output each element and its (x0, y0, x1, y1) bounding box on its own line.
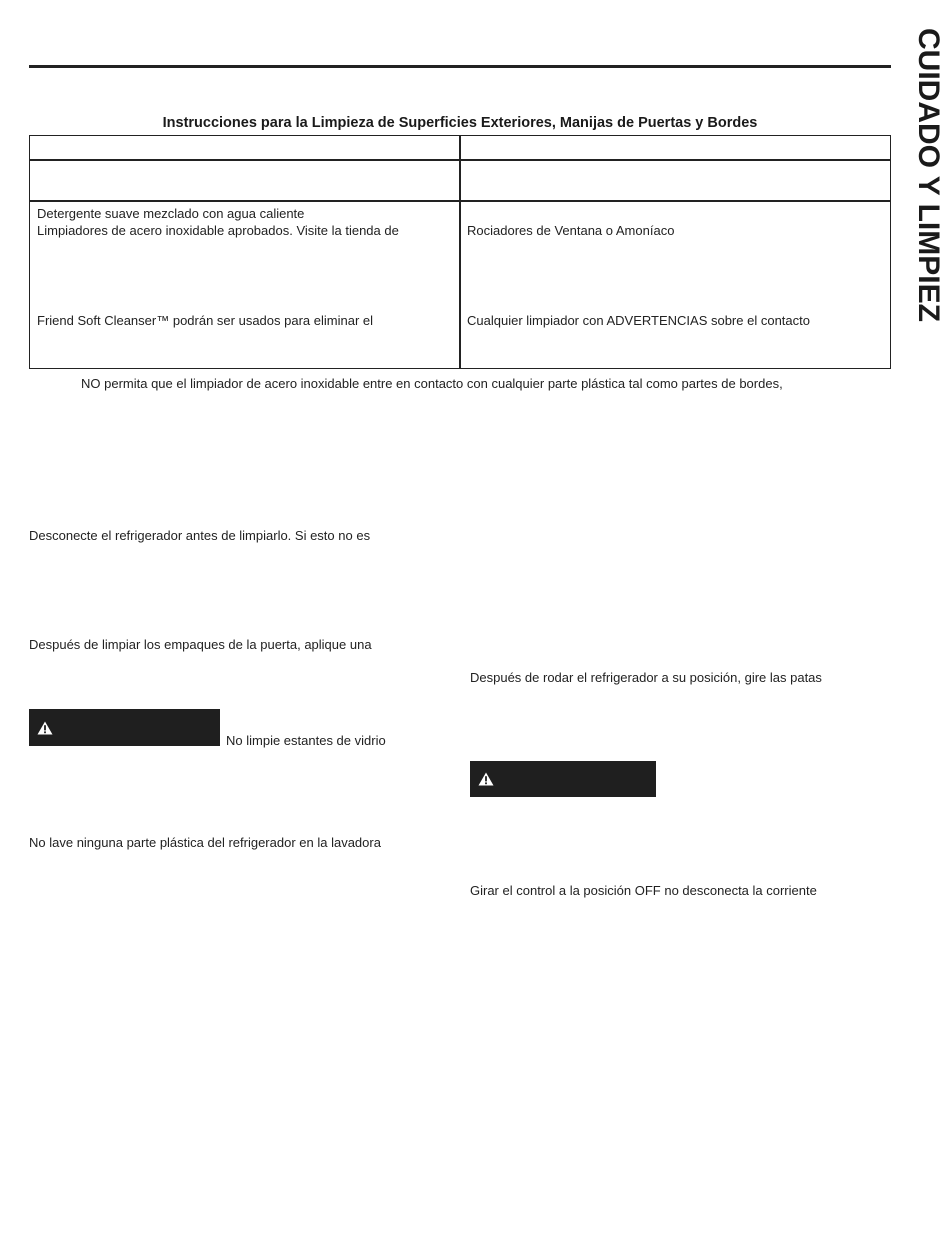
table-text-line: Cualquier limpiador con ADVERTENCIAS sobre el contacto (467, 313, 810, 328)
warning-triangle-icon (37, 721, 53, 735)
door-gasket-paragraph: Después de limpiar los empaques de la puerta, aplique una (29, 637, 372, 652)
unplug-paragraph: Desconecte el refrigerador antes de limpiarlo. Si esto no es (29, 528, 371, 543)
table-header-left (29, 135, 461, 161)
control-off-paragraph: Girar el control a la posición OFF no desconecta la corriente (470, 883, 817, 898)
table-text-line: Limpiadores de acero inoxidable aprobados. Visite la tienda de (37, 223, 399, 238)
table-cell-not-recommended (459, 200, 891, 369)
table-text-line: Detergente suave mezclado con agua caliente (37, 206, 305, 221)
table-subheader-right (459, 159, 891, 202)
dishwasher-paragraph: No lave ninguna parte plástica del refrigerador en la lavadora (29, 835, 381, 850)
table-text-line: Friend Soft Cleanser™ podrán ser usados para eliminar el (37, 313, 374, 328)
leveling-legs-paragraph: Después de rodar el refrigerador a su posición, gire las patas (470, 670, 822, 685)
top-rule (29, 65, 891, 68)
table-text-line: Rociadores de Ventana o Amoníaco (467, 223, 675, 238)
stainless-note: NO permita que el limpiador de acero inoxidable entre en contacto con cualquier parte plástica tal como partes de bordes, (81, 376, 783, 391)
table-title: Instrucciones para la Limpieza de Superficies Exteriores, Manijas de Puertas y Bordes (162, 115, 758, 131)
caution-banner-right (470, 761, 656, 797)
glass-shelves-warning: No limpie estantes de vidrio (226, 733, 386, 748)
warning-triangle-icon (478, 772, 494, 786)
table-cell-recommended (29, 200, 461, 369)
section-side-title: CUIDADO Y LIMPIEZ (912, 28, 945, 322)
table-subheader-left (29, 159, 461, 202)
caution-banner-left (29, 709, 220, 746)
table-header-right (459, 135, 891, 161)
cleaning-table (29, 135, 891, 369)
